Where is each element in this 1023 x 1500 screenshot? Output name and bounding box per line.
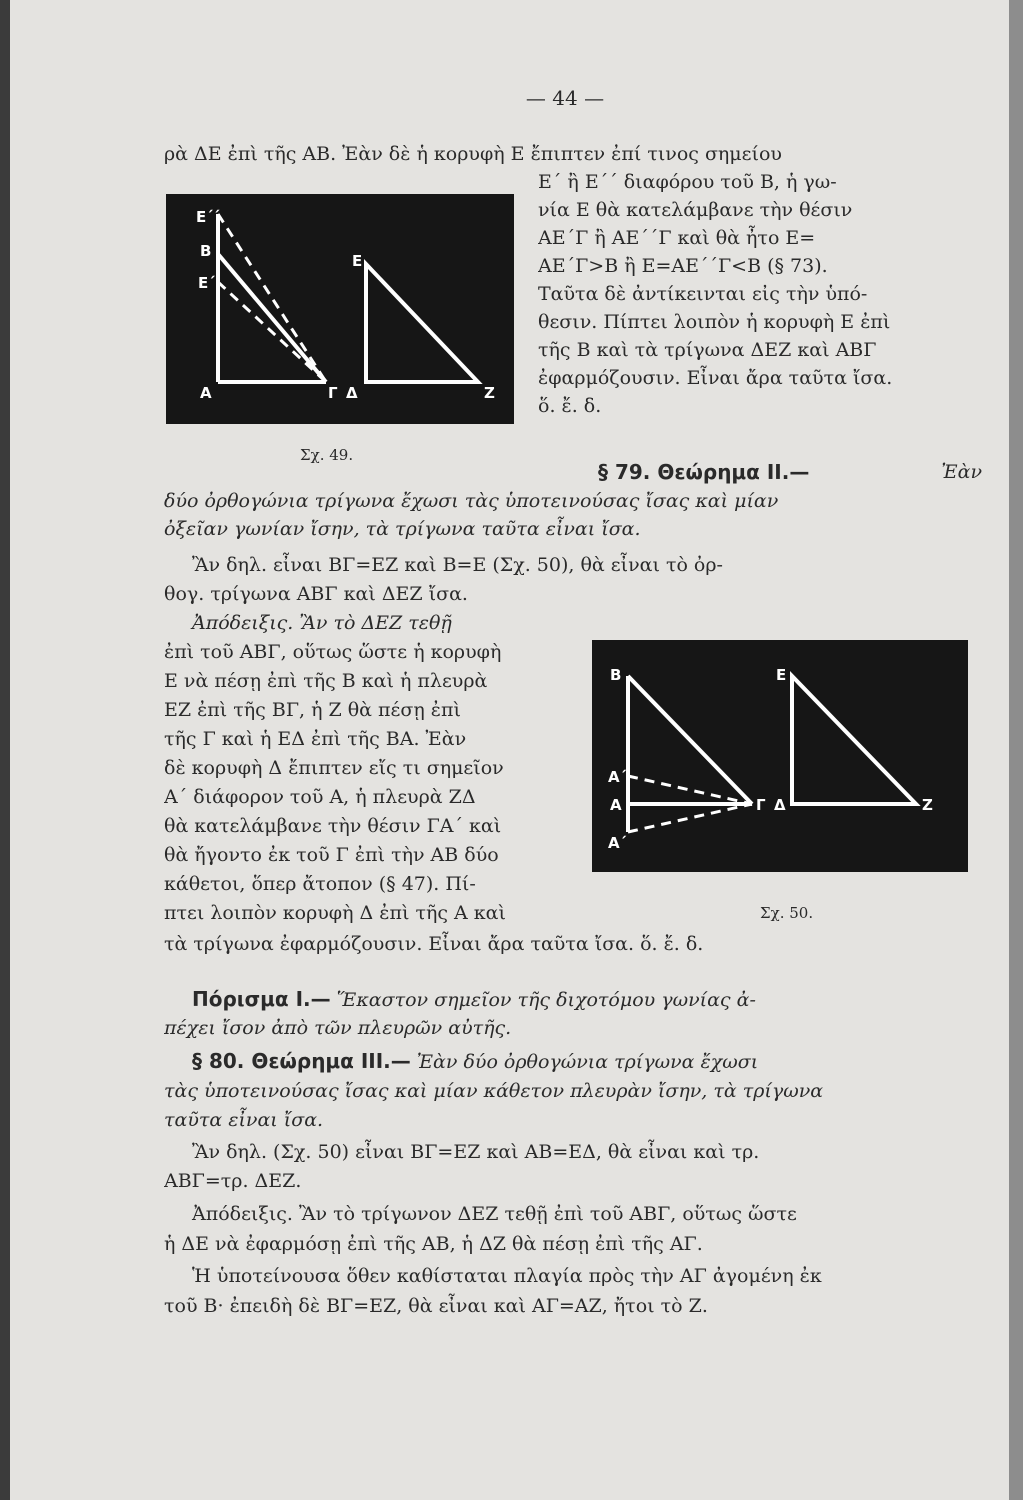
text-line: ρὰ ΔΕ ἐπὶ τῆς ΑΒ. Ἐὰν δὲ ἡ κορυφὴ Ε ἔπιπτεν ἐπί τινος σημείου	[164, 143, 782, 165]
figure-49-caption: Σχ. 49.	[300, 446, 354, 464]
label-z: Ζ	[922, 796, 933, 814]
label-e-prime: Ε΄	[198, 274, 215, 292]
theorem-80-heading: § 80. Θεώρημα ΙΙΙ.—	[192, 1049, 411, 1073]
theorem-80-text-line: τὰς ὑποτεινούσας ἴσας καὶ μίαν κάθετον πλευρὰν ἴσην, τὰ τρίγωνα	[164, 1080, 824, 1102]
text-line: τοῦ Β· ἐπειδὴ δὲ ΒΓ=ΕΖ, θὰ εἶναι καὶ ΑΓ=ΑΖ, ἤτοι τὸ Ζ.	[164, 1295, 708, 1317]
porisma-text-line: πέχει ἴσον ἀπὸ τῶν πλευρῶν αὐτῆς.	[164, 1017, 512, 1039]
proof-heading-line: Ἀπόδειξις. Ἂν τὸ ΔΕΖ τεθῇ	[192, 612, 452, 634]
text-line: Ἡ ὑποτείνουσα ὅθεν καθίσταται πλαγία πρὸς τὴν ΑΓ ἀγομένη ἐκ	[192, 1265, 822, 1287]
label-a-prime-lower: Α΄	[608, 834, 627, 852]
text-line: ΑΒΓ=τρ. ΔΕΖ.	[164, 1170, 302, 1192]
theorem-79-text: ὀξεῖαν γωνίαν ἴσην, τὰ τρίγωνα ταῦτα εἶναι ἴσα.	[164, 518, 641, 540]
label-e: Ε	[352, 252, 363, 270]
theorem-79-line	[598, 458, 982, 486]
text-line: τῆς Γ καὶ ἡ ΕΔ ἐπὶ τῆς ΒΑ. Ἐὰν	[164, 728, 467, 750]
label-z: Ζ	[484, 384, 495, 402]
label-g: Γ	[756, 796, 766, 814]
text-line: Ἂν δηλ. εἶναι ΒΓ=ΕΖ καὶ Β=Ε (Σχ. 50), θὰ εἶναι τὸ ὀρ-	[192, 554, 723, 576]
label-a: Α	[200, 384, 212, 402]
text-line: τὰ τρίγωνα ἐφαρμόζουσιν. Εἶναι ἄρα ταῦτα ἴσα. ὅ. ἔ. δ.	[164, 933, 704, 955]
text-line: Ταῦτα δὲ ἀντίκεινται εἰς τὴν ὑπό-	[538, 283, 868, 305]
text-line: Α΄ διάφορον τοῦ Α, ἡ πλευρὰ ΖΔ	[164, 786, 476, 808]
porisma-heading: Πόρισμα Ι.—	[192, 987, 331, 1011]
page-number: — 44 —	[525, 86, 605, 110]
text-line: ΑΕ΄Γ ἢ ΑΕ΄΄Γ καὶ θὰ ἦτο Ε=	[538, 227, 816, 249]
theorem-79-heading: § 79. Θεώρημα ΙΙ.—	[598, 460, 810, 484]
label-e-double-prime: Ε΄΄	[196, 208, 220, 226]
theorem-79-lead: Ἐὰν	[941, 461, 982, 483]
text-line: θὰ κατελάμβανε τὴν θέσιν ΓΑ΄ καὶ	[164, 815, 502, 837]
text-line: θεσιν. Πίπτει λοιπὸν ἡ κορυφὴ Ε ἐπὶ	[538, 311, 891, 333]
porisma-line	[164, 985, 982, 1013]
text-line: ἡ ΔΕ νὰ ἐφαρμόσῃ ἐπὶ τῆς ΑΒ, ἡ ΔΖ θὰ πέσῃ ἐπὶ τῆς ΑΓ.	[164, 1233, 703, 1255]
text-line: Ε΄ ἢ Ε΄΄ διαφόρου τοῦ Β, ἡ γω-	[538, 171, 837, 193]
label-e: Ε	[776, 666, 787, 684]
label-g: Γ	[328, 384, 338, 402]
text-line: θογ. τρίγωνα ΑΒΓ καὶ ΔΕΖ ἴσα.	[164, 583, 468, 605]
figure-49	[166, 194, 514, 424]
theorem-80-text-line: ταῦτα εἶναι ἴσα.	[164, 1109, 324, 1131]
label-b: Β	[610, 666, 622, 684]
text-line: θὰ ἤγοντο ἐκ τοῦ Γ ἐπὶ τὴν ΑΒ δύο	[164, 844, 499, 866]
label-d: Δ	[346, 384, 358, 402]
text-line: Ἂν δηλ. (Σχ. 50) εἶναι ΒΓ=ΕΖ καὶ ΑΒ=ΕΔ, θὰ εἶναι καὶ τρ.	[192, 1141, 760, 1163]
figure-50-caption: Σχ. 50.	[760, 904, 814, 922]
text-line: Ἀπόδειξις. Ἂν τὸ τρίγωνον ΔΕΖ τεθῇ ἐπὶ τοῦ ΑΒΓ, οὕτως ὥστε	[192, 1203, 797, 1225]
text-line: τῆς Β καὶ τὰ τρίγωνα ΔΕΖ καὶ ΑΒΓ	[538, 339, 877, 361]
porisma-text: Ἕκαστον σημεῖον τῆς διχοτόμου γωνίας ἀ-	[336, 989, 756, 1011]
label-a: Α	[610, 796, 622, 814]
theorem-80-line	[164, 1047, 982, 1075]
text-line: ΑΕ΄Γ>Β ἢ Ε=ΑΕ΄΄Γ<Β (§ 73).	[538, 255, 828, 277]
theorem-80-text: Ἐὰν δύο ὀρθογώνια τρίγωνα ἔχωσι	[416, 1051, 759, 1073]
text-line: ΕΖ ἐπὶ τῆς ΒΓ, ἡ Ζ θὰ πέσῃ ἐπὶ	[164, 699, 461, 721]
text-line: νία Ε θὰ κατελάμβανε τὴν θέσιν	[538, 199, 853, 221]
text-line: ὅ. ἔ. δ.	[538, 395, 602, 417]
text-line: δὲ κορυφὴ Δ ἔπιπτεν εἴς τι σημεῖον	[164, 757, 504, 779]
text-line: ἐπὶ τοῦ ΑΒΓ, οὕτως ὥστε ἡ κορυφὴ	[164, 641, 502, 663]
label-d: Δ	[774, 796, 786, 814]
text-line: πτει λοιπὸν κορυφὴ Δ ἐπὶ τῆς Α καὶ	[164, 902, 506, 924]
text-line: κάθετοι, ὅπερ ἄτοπον (§ 47). Πί-	[164, 873, 476, 895]
text-line: ἐφαρμόζουσιν. Εἶναι ἄρα ταῦτα ἴσα.	[538, 367, 893, 389]
label-b: Β	[200, 242, 212, 260]
theorem-79-text: δύο ὀρθογώνια τρίγωνα ἔχωσι τὰς ὑποτεινούσας ἴσας καὶ μίαν	[164, 490, 779, 512]
figure-50	[592, 640, 968, 872]
text-line: Ε νὰ πέσῃ ἐπὶ τῆς Β καὶ ἡ πλευρὰ	[164, 670, 488, 692]
label-a-prime-upper: Α΄	[608, 768, 627, 786]
